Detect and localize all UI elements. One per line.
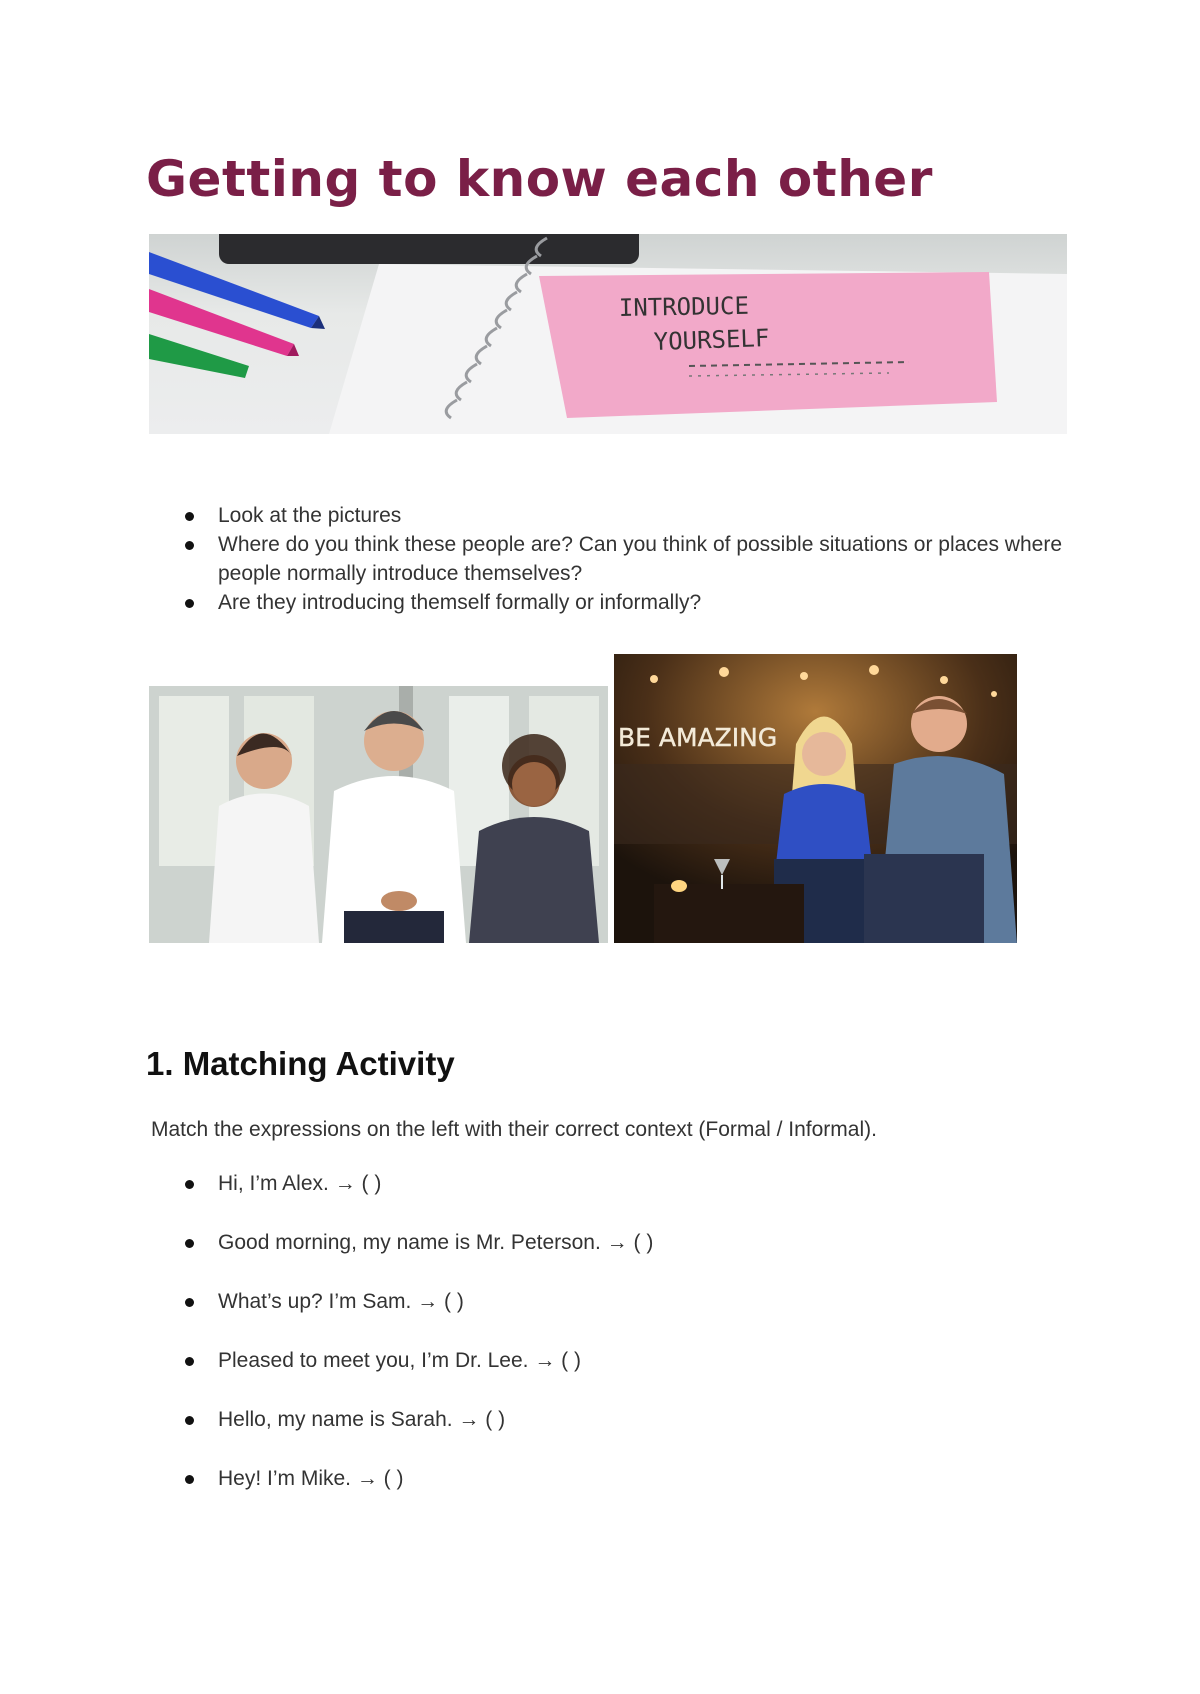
bar-sign: BE AMAZING — [618, 723, 778, 752]
section-heading: 1. Matching Activity — [146, 1045, 455, 1082]
list-item: Good morning, my name is Mr. Peterson. → ( ) — [176, 1228, 653, 1257]
informal-introduction-photo — [614, 654, 1017, 943]
list-item: Hi, I’m Alex. → ( ) — [176, 1169, 653, 1198]
banner-illustration — [149, 234, 1067, 434]
formal-introduction-photo — [149, 686, 608, 943]
office-scene — [149, 686, 608, 943]
list-item: Pleased to meet you, I’m Dr. Lee. → ( ) — [176, 1346, 653, 1375]
question-list — [176, 501, 1076, 617]
list-item: Hey! I’m Mike. → ( ) — [176, 1464, 653, 1493]
list-item: Look at the pictures — [176, 501, 1076, 530]
pens — [149, 252, 325, 378]
matching-list — [176, 1169, 653, 1523]
list-item: Hello, my name is Sarah. → ( ) — [176, 1405, 653, 1434]
tablet-shape — [219, 234, 639, 264]
page-title: Getting to know each other — [146, 150, 933, 208]
note-line-2: YOURSELF — [653, 323, 770, 356]
banner-image — [149, 234, 1067, 434]
list-item: Are they introducing themself formally or informally? — [176, 588, 1076, 617]
list-item: Where do you think these people are? Can you think of possible situations or places where people normally introduce themselves? — [176, 530, 1076, 588]
activity-instructions: Match the expressions on the left with their correct context (Formal / Informal). — [151, 1118, 877, 1141]
list-item: What’s up? I’m Sam. → ( ) — [176, 1287, 653, 1316]
bar-scene — [614, 654, 1017, 943]
note-line-1: INTRODUCE — [618, 291, 750, 322]
